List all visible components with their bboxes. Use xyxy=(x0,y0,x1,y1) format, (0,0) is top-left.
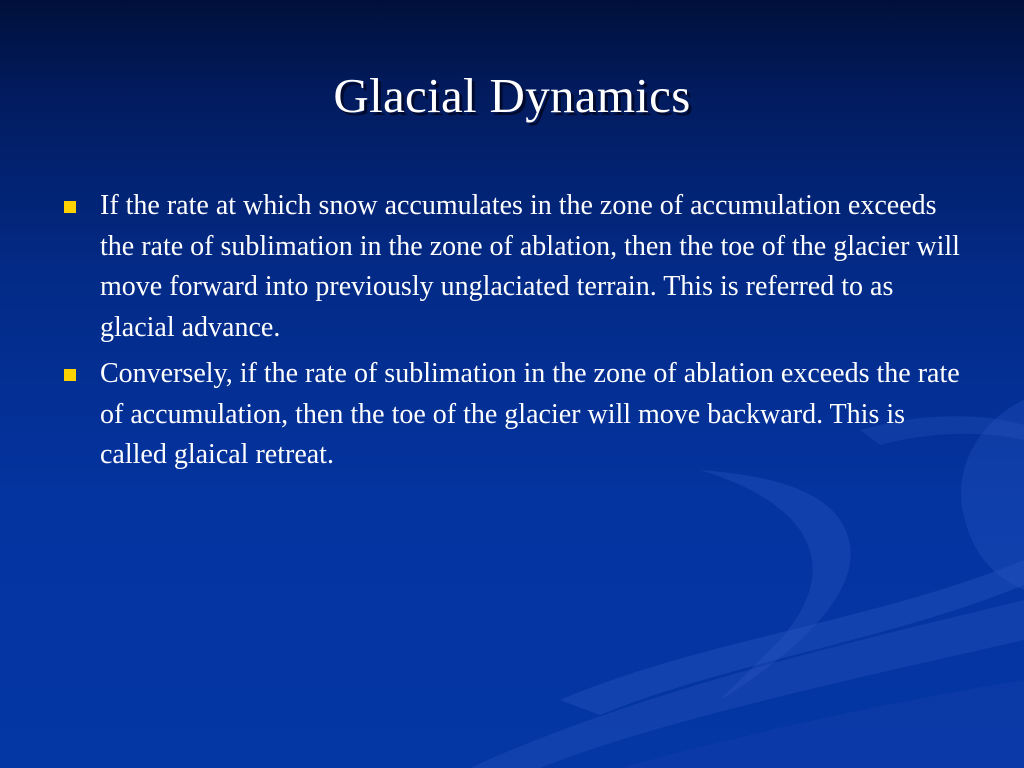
bullet-item xyxy=(62,186,962,348)
bullet-item xyxy=(62,354,962,476)
square-bullet-icon xyxy=(64,369,76,381)
square-bullet-icon xyxy=(64,201,76,213)
bullet-list xyxy=(62,186,962,482)
bullet-text: Conversely, if the rate of sublimation in the zone of ablation exceeds the rate of accumulation, then the toe of the glacier will move backward. This is called glaical retreat. xyxy=(100,358,960,470)
slide-title: Glacial Dynamics xyxy=(333,68,691,123)
bullet-text: If the rate at which snow accumulates in the zone of accumulation exceeds the rate of sublimation in the zone of ablation, then the toe of the glacier will move forward into previously unglaciated terrain. This is referred to as glacial advance. xyxy=(100,190,960,343)
